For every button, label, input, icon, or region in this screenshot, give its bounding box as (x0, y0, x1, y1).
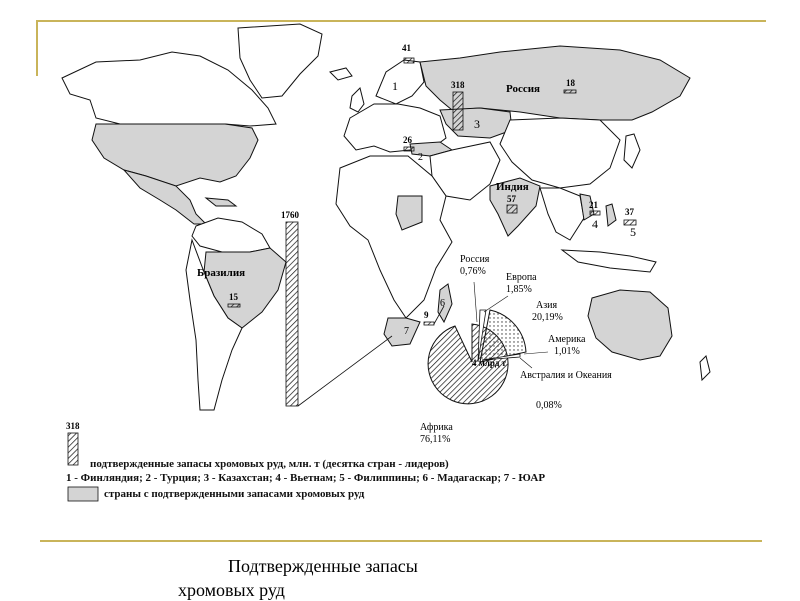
pie-label-europe-value: 1,85% (506, 284, 532, 295)
legend-area-text: страны с подтвержденными запасами хромовых руд (104, 488, 365, 500)
pie-label-australia-name (520, 370, 612, 381)
japan-shape (624, 134, 640, 168)
country-label-brazil: Бразилия (197, 267, 246, 279)
caption-line-2: хромовых руд (178, 580, 285, 600)
country-label-india: Индия (496, 181, 529, 193)
pie-label-africa-value: 76,11% (420, 434, 451, 445)
pie-label-asia-value: 20,19% (532, 312, 563, 323)
value-label-south-africa: 1760 (281, 210, 299, 220)
pie-label-europe-name: Европа (506, 272, 537, 283)
bar-russia (564, 90, 576, 93)
caption-line-1: Подтвержденные запасы (228, 556, 418, 576)
bar-india (507, 205, 517, 213)
leader-europe (484, 296, 508, 312)
china-shape (500, 118, 620, 188)
frame-bottom-line (40, 540, 762, 542)
bar-kazakhstan (453, 92, 463, 130)
bar-south-africa (286, 222, 298, 406)
iceland-shape (330, 68, 352, 80)
philippines-shape (606, 204, 616, 226)
marker-7-south-africa: 7 (404, 326, 409, 337)
legend-area-sample (68, 487, 98, 501)
pie-center-label: 4 млрд т (472, 358, 507, 368)
africa-shape (336, 156, 452, 318)
bar-vietnam (590, 211, 600, 215)
pie-label-russia-name: Россия (460, 254, 490, 265)
value-label-brazil: 15 (229, 292, 238, 302)
pie-label-australia-value: 0,08% (536, 400, 562, 411)
value-label-india: 57 (507, 194, 516, 204)
reserves-pie-chart (420, 254, 612, 445)
pie-label-russia-value: 0,76% (460, 266, 486, 277)
value-label-russia: 18 (566, 78, 575, 88)
southeast-asia-shape (540, 188, 584, 240)
pie-label-america-value: 1,01% (554, 346, 580, 357)
value-label-finland: 41 (402, 43, 411, 53)
pie-label-africa-name: Африка (420, 422, 453, 433)
marker-4-vietnam: 4 (592, 217, 598, 231)
legend-countries-text: 1 - Финляндия; 2 - Турция; 3 - Казахстан; 4 - Вьетнам; 5 - Филиппины; 6 - Мадагаскар; 7 - ЮАР (66, 472, 546, 484)
bar-turkey (404, 147, 414, 151)
value-label-vietnam: 21 (589, 200, 598, 210)
marker-3-kazakhstan: 3 (474, 117, 480, 131)
south-america-north-shape (192, 218, 270, 252)
leader-america (524, 352, 548, 354)
value-label-philippines: 37 (625, 207, 634, 217)
pie-label-australia-name-line: Австралия и Океания (520, 370, 612, 381)
indonesia-shape (562, 250, 656, 272)
usa-shape (92, 124, 258, 186)
value-label-turkey: 26 (403, 135, 412, 145)
scandinavia-shape (376, 60, 424, 104)
greenland-shape (238, 24, 322, 98)
bar-brazil (228, 304, 240, 307)
pie-label-asia-name: Азия (536, 300, 558, 311)
marker-2-turkey: 2 (418, 152, 423, 163)
marker-6-madagascar: 6 (440, 298, 445, 309)
marker-5-philippines: 5 (630, 225, 636, 239)
marker-1-finland: 1 (392, 79, 398, 93)
legend-bar-text: подтвержденные запасы хромовых руд, млн. т (десятка стран - лидеров) (90, 458, 449, 470)
value-label-kazakhstan: 318 (451, 80, 465, 90)
uk-shape (350, 88, 364, 112)
south-africa-leader-line (298, 336, 392, 406)
bar-madagascar (424, 322, 434, 325)
new-zealand-shape (700, 356, 710, 380)
leader-australia (520, 358, 532, 368)
leader-russia (474, 282, 477, 322)
value-label-madagascar: 9 (424, 310, 429, 320)
legend-bar-sample (68, 433, 78, 465)
country-label-russia: Россия (506, 83, 540, 95)
south-africa-shape (384, 318, 420, 346)
bar-finland (404, 58, 414, 63)
legend-sample-value: 318 (66, 421, 80, 431)
cuba-shape (206, 198, 236, 206)
australia-shape (588, 290, 672, 360)
pie-label-america-name: Америка (548, 334, 586, 345)
